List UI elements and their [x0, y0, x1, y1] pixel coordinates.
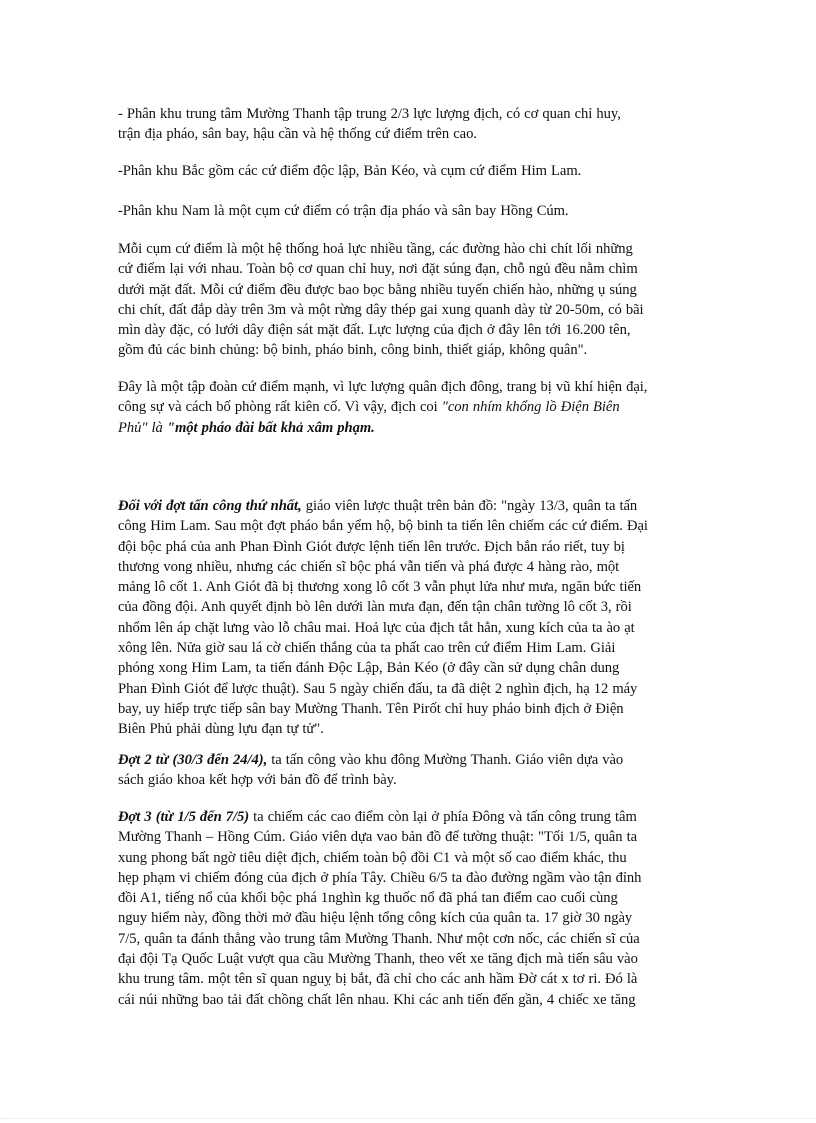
text-line: 7/5, quân ta đánh thẳng vào trung tâm Mường Thanh. Như một cơn nốc, các chiến sĩ của — [118, 930, 640, 947]
text-line: khu trung tâm. một tên sĩ quan nguỵ bị bắt, đã chỉ cho các anh hầm Đờ cát x tơ ri. Đó là — [118, 971, 638, 988]
text-line: - Phân khu trung tâm Mường Thanh tập trung 2/3 lực lượng địch, có cơ quan chỉ huy, — [118, 106, 621, 122]
text-line: cứ điểm lại với nhau. Toàn bộ cơ quan chỉ huy, nơi đặt súng đạn, chỗ ngủ đều nằm chìm — [118, 261, 638, 278]
text-line: chi chít, đất đắp dày trên 3m và một rừng dây thép gai xung quanh dày từ 20-50m, có bãi — [118, 301, 644, 318]
text-line: Mường Thanh – Hồng Cúm. Giáo viên dựa vao bản đồ để tường thuật: "Tối 1/5, quân ta — [118, 829, 638, 846]
text-line: nhổm lên áp chặt lưng vào lỗ châu mai. Hoả lực của địch tắt hẳn, xung kích của ta ào ạt — [118, 619, 635, 636]
text-line: mảng lô cốt 1. Anh Giót đã bị thương xong lô cốt 3 vẫn phụt lửa như mưa, ngăn bức tiến — [118, 579, 642, 596]
text-line: Biên Phủ phải dùng lựu đạn tự tử". — [118, 721, 324, 738]
paragraph-north-subzone — [118, 161, 696, 181]
text-segment: giáo viên lược thuật trên bản đồ: "ngày 13/3, quân ta tấn — [301, 498, 638, 514]
text-line: gồm đủ các binh chủng: bộ binh, pháo binh, công binh, thiết giáp, không quân". — [118, 342, 588, 359]
text-line: bay, uy hiếp trực tiếp sân bay Mường Thanh. Tên Pirốt chỉ huy pháo binh địch ở Điện — [118, 700, 624, 717]
paragraph-second-offensive — [118, 750, 696, 791]
text-line: hẹp phạm vi chiếm đóng của địch ở phía Tây. Chiều 6/5 ta đào đường ngầm vào tận đỉnh — [118, 869, 642, 886]
text-segment: ta chiếm các cao điểm còn lại ở phía Đông và tấn công trung tâm — [249, 809, 637, 825]
page-bottom-border — [0, 1118, 816, 1123]
italic-quote: "con nhím khổng lồ Điện Biên — [441, 399, 620, 416]
text-line: trận địa pháo, sân bay, hậu cần và hệ thống cứ điểm trên cao. — [118, 126, 477, 143]
text-line: đại đội Tạ Quốc Luật vượt qua cầu Mường Thanh, theo vết xe tăng địch mà tiến sâu vào — [118, 951, 638, 968]
text-segment: Phủ" là — [118, 419, 163, 436]
paragraph-strongpoint-system — [118, 239, 696, 361]
paragraph-south-subzone — [118, 201, 696, 221]
paragraph-lead: Đối với đợt tấn công thứ nhất, — [118, 498, 302, 514]
text-line — [118, 750, 696, 770]
text-line: mìn dày đặc, có lưới dây điện sát mặt đất. Lực lượng của địch ở đây lên tới 16.200 tên, — [118, 322, 631, 339]
paragraph-first-offensive — [118, 496, 696, 740]
text-line: công Him Lam. Sau một đợt pháo bắn yểm hộ, bộ binh ta tiến lên chiếm các cứ điểm. Đại — [118, 518, 648, 535]
text-line: Phan Đình Giót để lược thuật). Sau 5 ngày chiến đấu, ta đã diệt 2 nghìn địch, hạ 12 máy — [118, 680, 638, 697]
paragraph-muong-thanh-subzone — [118, 104, 696, 145]
paragraph-third-offensive — [118, 807, 696, 1010]
text-line: của đồng đội. Anh quyết định bò lên dưới làn mưa đạn, đến tận chân tường lô cốt 3, rồi — [118, 599, 632, 616]
text-line: Mỗi cụm cứ điểm là một hệ thống hoả lực nhiều tầng, các đường hào chi chít lối những — [118, 241, 633, 257]
text-line: -Phân khu Nam là một cụm cứ điểm có trận địa pháo và sân bay Hồng Cúm. — [118, 203, 569, 219]
text-line — [118, 807, 696, 827]
paragraph-lead: Đợt 3 (từ 1/5 đến 7/5) — [118, 809, 250, 825]
text-line: đồi A1, tiếng nổ của khối bộc phá 1nghìn kg thuốc nổ đã phá tan điểm cao cuối cùng — [118, 890, 618, 907]
paragraph-lead: Đợt 2 từ (30/3 đến 24/4), — [118, 752, 268, 768]
text-line — [118, 496, 696, 516]
text-line: xông lên. Nửa giờ sau lá cờ chiến thắng của ta phất cao trên cứ điểm Him Lam. Giải — [118, 640, 616, 657]
text-line: cái núi những bao tải đất chồng chất lên nhau. Khi các anh tiến đến gần, 4 chiếc xe tăng — [118, 991, 636, 1008]
text-line: nguy hiểm này, đồng thời mở đầu hiệu lệnh tổng công kích của quân ta. 17 giờ 30 ngày — [118, 910, 633, 927]
text-line: phóng xong Him Lam, ta tiến đánh Độc Lập, Bản Kéo (ở đây cần sử dụng chân dung — [118, 660, 620, 677]
text-line: sách giáo khoa kết hợp với bản đồ để trình bày. — [118, 772, 397, 789]
text-line — [118, 397, 696, 417]
text-line: Đây là một tập đoàn cứ điểm mạnh, vì lực lượng quân địch đông, trang bị vũ khí hiện đại, — [118, 379, 648, 395]
text-line: xung phong bất ngờ tiêu diệt địch, chiếm toàn bộ đồi C1 và một số cao điểm khác, thu — [118, 849, 627, 866]
text-segment: ta tấn công vào khu đông Mường Thanh. Giáo viên dựa vào — [267, 752, 624, 768]
text-line: -Phân khu Bắc gồm các cứ điểm độc lập, Bản Kéo, và cụm cứ điểm Him Lam. — [118, 163, 582, 179]
text-line — [118, 418, 696, 438]
text-line: dưới mặt đất. Mỗi cứ điểm đều được bao bọc bằng nhiều tuyến chiến hào, những ụ súng — [118, 281, 637, 298]
text-line: thương vong nhiều, nhưng các chiến sĩ bộc phá vẫn tiến và phá được 4 hàng rào, một — [118, 558, 620, 575]
paragraph-fortress-assessment — [118, 377, 696, 438]
italic-quote: "một pháo đài bất khả xâm phạm. — [166, 419, 375, 436]
text-segment: công sự và cách bố phòng rất kiên cố. Vì vậy, địch coi — [118, 399, 438, 416]
text-line: đội bộc phá của anh Phan Đình Giót được lệnh tiến lên trước. Địch bắn ráo riết, tuy bị — [118, 538, 625, 555]
